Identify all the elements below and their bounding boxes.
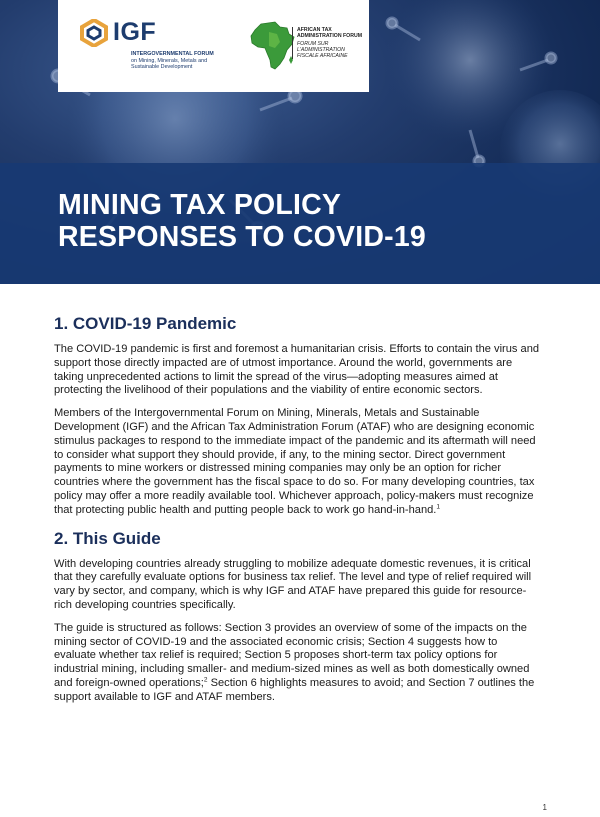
section-heading: 2. This Guide (54, 528, 161, 548)
document-body (54, 314, 540, 714)
igf-subtitle-line: INTERGOVERNMENTAL FORUM (131, 51, 214, 57)
paragraph: With developing countries already struggling to mobilize adequate domestic revenues, it is critical that they carefully evaluate options for business tax relief. The level and type of relief required will vary by sector, and company, which is why IGF and ATAF have prepared this guide for resource-rich developing countries specifically. (54, 557, 532, 611)
title-line: RESPONSES TO COVID-19 (58, 221, 426, 253)
ataf-line: ADMINISTRATION FORUM (297, 33, 363, 39)
footnote-ref: 1 (436, 503, 441, 511)
paragraph (54, 622, 540, 705)
ataf-line-fr: L'ADMINISTRATION (297, 47, 345, 53)
igf-logo-text: IGF (113, 18, 157, 46)
ataf-line: AFRICAN TAX (297, 27, 332, 33)
igf-subtitle-line: on Mining, Minerals, Metals and (131, 57, 208, 64)
page-title (58, 189, 426, 253)
section-heading: 1. COVID-19 Pandemic (54, 314, 237, 333)
section-covid-pandemic (54, 314, 540, 518)
paragraph-text: Section 6 highlights measures to avoid; and Section 7 outlines the support available to IGF and ATAF members. (54, 676, 535, 703)
logo-panel (58, 0, 369, 92)
cover-hero (0, 0, 600, 284)
ataf-logo-text (292, 27, 366, 59)
title-band (0, 163, 600, 284)
paragraph: The COVID-19 pandemic is first and foremost a humanitarian crisis. Efforts to contain the virus and support those directly impacted are of utmost importance. Around the world, governments are taking unprecedented actions to limit the spread of the virus—adopting measures aimed at protecting the livelihood of their populations and the viability of entire economic sectors. (54, 343, 540, 397)
igf-logo-subtitle (131, 51, 249, 71)
africa-map-icon (247, 20, 297, 72)
footnote-ref: 2 (203, 676, 208, 684)
igf-logo-icon (80, 19, 108, 47)
paragraph-text: The guide is structured as follows: Section 3 provides an overview of some of the impacts on the mining sector of COVID-19 and the associated economic crisis; Section 4 suggests how to evaluate whether tax relief is required; Section 5 proposes short-term tax policy options for industrial mining, including smaller- and medium-sized mines as well as both domestically owned and foreign-owned operations; (54, 621, 530, 689)
title-line: MINING TAX POLICY (58, 189, 342, 221)
paragraph-text: Members of the Intergovernmental Forum on Mining, Minerals, Metals and Sustainable Development (IGF) and the African Tax Administration Forum (ATAF) who are designing economic stimulus packages to respond to the immediate impact of the pandemic and its aftermath will need to consider what support they should provide, if any, to the mining sector. Direct government payments to mine workers or distressed mining companies may only be an option for richer countries where the government has the fiscal space to do so. For many developing countries, tax policy may offer a more readily available tool. Whichever approach, policy-makers must recognize that protecting public health and putting people back to work go hand-in-hand. (54, 407, 536, 516)
ataf-line-fr: FORUM SUR (297, 41, 329, 47)
section-this-guide (54, 529, 540, 705)
page-number: 1 (542, 803, 547, 812)
paragraph (54, 407, 540, 517)
ataf-line-fr: FISCALE AFRICAINE (297, 53, 348, 59)
igf-subtitle-line: Sustainable Development (131, 64, 193, 71)
